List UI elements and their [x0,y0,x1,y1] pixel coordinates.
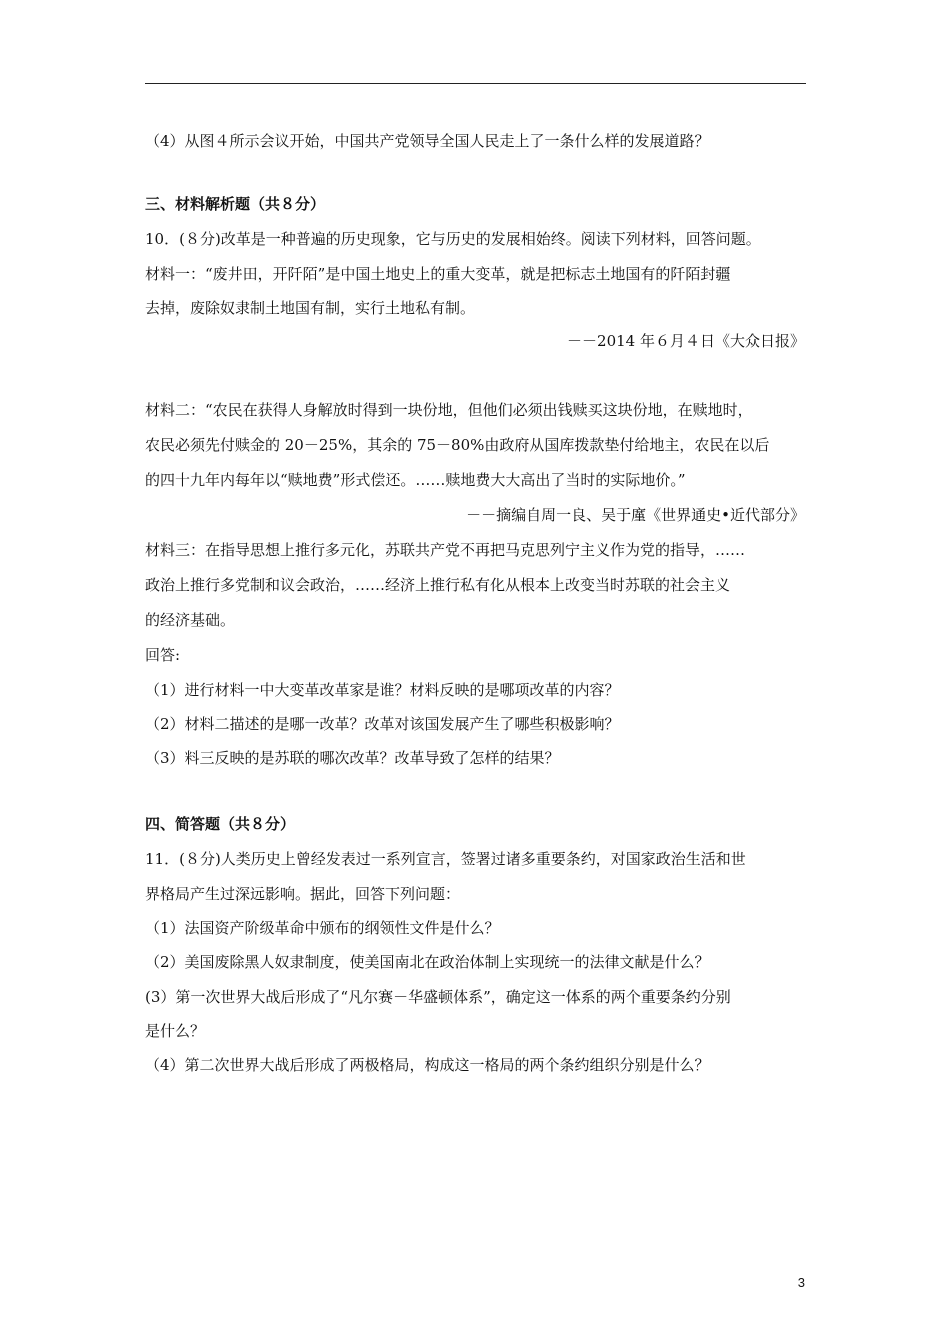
q9-part4: （4）从图４所示会议开始，中国共产党领导全国人民走上了一条什么样的发展道路？ [145,132,710,150]
q10-question-2: （2）材料二描述的是哪一改革？改革对该国发展产生了哪些积极影响？ [145,715,620,733]
q11-question-3-cont: 是什么？ [145,1022,206,1040]
q10-answer-label: 回答: [145,646,181,664]
q11-question-3: (3）第一次世界大战后形成了“凡尔赛－华盛顿体系”，确定这一体系的两个重要条约分别 [145,988,731,1006]
q11-question-4: （4）第二次世界大战后形成了两极格局，构成这一格局的两个条约组织分别是什么？ [145,1056,710,1074]
section4-heading: 四、简答题（共８分） [145,815,296,833]
q10-question-1: （1）进行材料一中大变革改革家是谁？材料反映的是哪项改革的内容？ [145,681,620,699]
q10-material1-line1: 材料一：“废井田，开阡陌”是中国土地史上的重大变革，就是把标志土地国有的阡陌封疆 [145,265,731,283]
section3-heading: 三、材料解析题（共８分） [145,195,326,213]
q10-material2-source: －－摘编自周一良、吴于廑《世界通史•近代部分》 [466,506,805,524]
q11-intro-line1: 11．(８分)人类历史上曾经发表过一系列宣言，签署过诸多重要条约，对国家政治生活和世 [145,850,746,868]
q10-material2-line1: 材料二：“农民在获得人身解放时得到一块份地，但他们必须出钱赎买这块份地，在赎地时， [145,401,753,419]
q11-question-1: （1）法国资产阶级革命中颁布的纲领性文件是什么？ [145,919,500,937]
q10-material3-line3: 的经济基础。 [145,611,236,629]
q11-question-2: （2）美国废除黑人奴隶制度，使美国南北在政治体制上实现统一的法律文献是什么？ [145,953,710,971]
q10-question-3: （3）料三反映的是苏联的哪次改革？改革导致了怎样的结果？ [145,749,560,767]
q10-intro: 10．(８分)改革是一种普遍的历史现象，它与历史的发展相始终。阅读下列材料，回答问题。 [145,230,761,248]
q10-material2-line2: 农民必须先付赎金的 20－25%，其余的 75－80%由政府从国库拨款垫付给地主，农民在以后 [145,436,770,454]
q10-material1-source: －－2014 年６月４日《大众日报》 [567,332,805,350]
q10-material3-line1: 材料三：在指导思想上推行多元化，苏联共产党不再把马克思列宁主义作为党的指导，…… [145,541,746,559]
q10-material2-line3: 的四十九年内每年以“赎地费”形式偿还。……赎地费大大高出了当时的实际地价。” [145,471,686,489]
q11-intro-line2: 界格局产生过深远影响。据此，回答下列问题： [145,885,461,903]
q10-material3-line2: 政治上推行多党制和议会政治，……经济上推行私有化从根本上改变当时苏联的社会主义 [145,576,731,594]
page-number: 3 [797,1275,805,1290]
q10-material1-line2: 去掉，废除奴隶制土地国有制，实行土地私有制。 [145,299,476,317]
header-rule [145,83,806,84]
